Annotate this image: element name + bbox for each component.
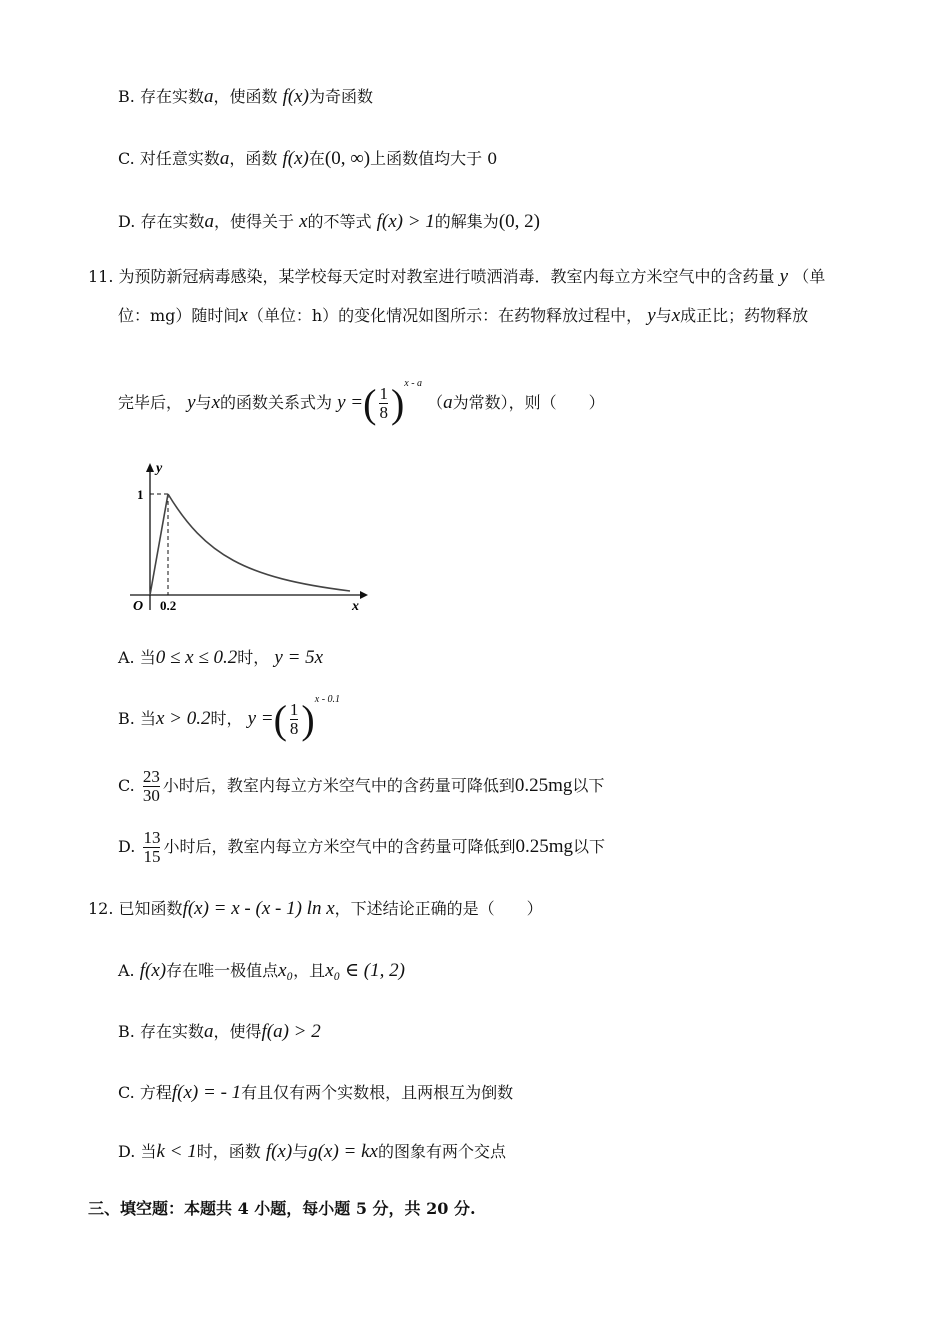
y-axis-arrow (146, 463, 154, 472)
decay-curve (168, 494, 350, 591)
q11-option-d: D. $\frac{13}{15}$ 小时后，教室内每立方米空气中的含药量可降低到0.25mg以下 (118, 828, 605, 866)
rising-segment (150, 494, 168, 595)
fraction-one-eighth: $\frac{1}{8}$ (379, 384, 388, 422)
q12-option-d: D. 当k < 1时，函数 f(x)与g(x) = kx的图象有两个交点 (118, 1141, 507, 1162)
section-heading: 三、填空题：本题共 4 小题，每小题 5 分，共 20 分. (88, 1199, 476, 1218)
q12-option-a: A. f(x)存在唯一极值点x₀，且x₀ ∈ (1, 2) (118, 960, 405, 981)
q11-option-b: B. 当x > 0.2时， y =( $\frac{1}{8}$ )$^{x - 0.1}$ (118, 694, 341, 742)
y-axis-label: y (156, 461, 163, 476)
x-axis-label: x (352, 599, 359, 614)
fraction-one-eighth: $\frac{1}{8}$ (289, 700, 299, 738)
q11-option-a: A. 当0 ≤ x ≤ 0.2时， y = 5x (118, 647, 324, 668)
y-tick-label: 1 (137, 487, 144, 502)
q11-stem-line3: 完毕后， y与x的函数关系式为 y =( $\frac{1}{8}$ )$^{x - a}$ （a为常数），则（ ） (118, 378, 605, 426)
q12-stem: 12. 已知函数f(x) = x - (x - 1) ln x，下述结论正确的是（ ） (88, 898, 543, 919)
fraction-hours: $\frac{13}{15}$ (143, 828, 161, 866)
x-tick-label: 0.2 (160, 598, 177, 613)
origin-label: O (133, 599, 144, 614)
q10-option-d: D. 存在实数a，使得关于 x的不等式 f(x) > 1的解集为(0, 2) (118, 211, 540, 232)
q11-stem-line1: 11. 为预防新冠病毒感染，某学校每天定时对教室进行喷洒消毒．教室内每立方米空气中的含药量 y （单 (88, 266, 826, 287)
q12-option-c: C. 方程f(x) = - 1有且仅有两个实数根，且两根互为倒数 (118, 1082, 514, 1103)
q11-option-c: C. $\frac{23}{30}$ 小时后，教室内每立方米空气中的含药量可降低到0.25mg以下 (118, 767, 605, 805)
concentration-graph (120, 460, 380, 620)
x-axis-arrow (360, 591, 368, 599)
q11-stem-line2: 位：mg）随时间x（单位：h）的变化情况如图所示：在药物释放过程中， y与x成正比；药物释放 (118, 305, 809, 326)
q12-option-b: B. 存在实数a，使得f(a) > 2 (118, 1021, 321, 1042)
q10-option-c: C. 对任意实数a，函数 f(x)在(0, ∞)上函数值均大于 0 (118, 148, 498, 169)
fraction-hours: $\frac{23}{30}$ (142, 767, 160, 805)
q10-option-b: B. 存在实数a，使函数 f(x)为奇函数 (118, 86, 373, 107)
